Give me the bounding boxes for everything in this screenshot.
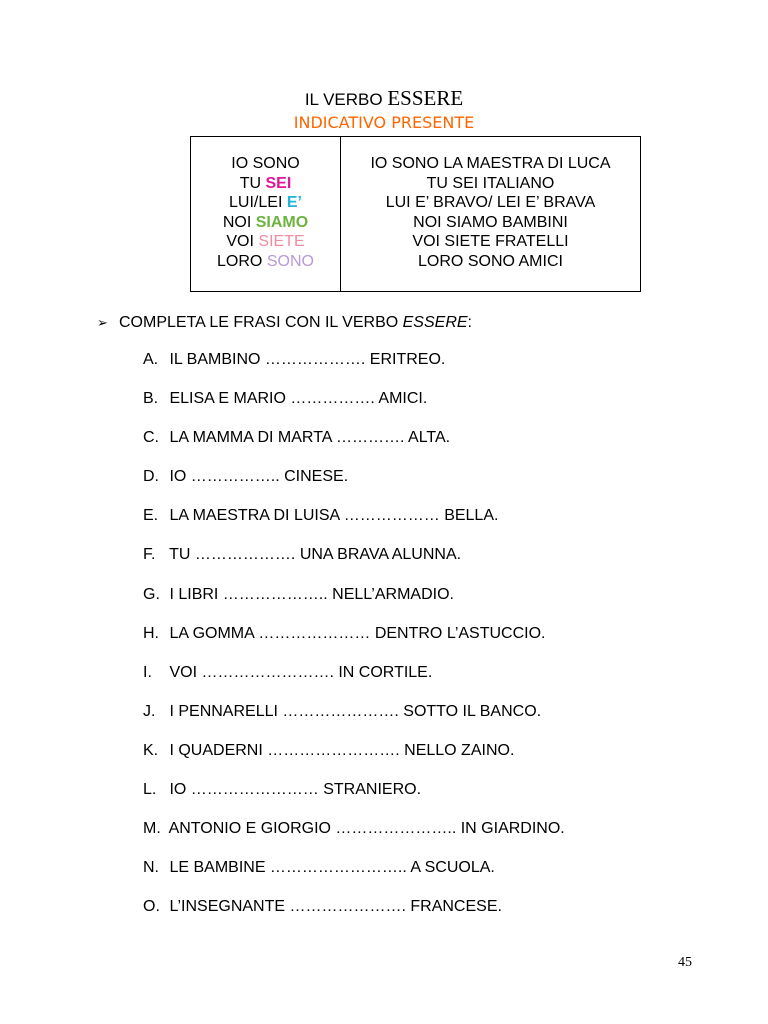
- exercise-item: [143, 426, 565, 465]
- pronoun: IO: [231, 155, 249, 172]
- exercise-item: [143, 895, 565, 934]
- verb-form: SONO: [252, 155, 300, 172]
- verb-form: SONO: [266, 252, 314, 270]
- verb-form: SIAMO: [255, 213, 309, 231]
- exercise-letter: J.: [143, 702, 156, 720]
- conjugation-row: [191, 174, 340, 194]
- exercise-text: LA MAMMA DI MARTA …………. ALTA.: [169, 429, 451, 447]
- exercise-text: IO …………….. CINESE.: [169, 468, 349, 486]
- exercise-letter: A.: [143, 351, 159, 368]
- exercise-text: I PENNARELLI …………………. SOTTO IL BANCO.: [169, 702, 542, 720]
- page-title: [0, 86, 768, 112]
- exercise-text: IO …………………… STRANIERO.: [169, 781, 422, 799]
- exercise-item: [143, 778, 565, 817]
- title-word: ESSERE: [387, 86, 464, 110]
- instruction-text: COMPLETA LE FRASI CON IL VERBO: [119, 314, 403, 331]
- exercise-item: [143, 622, 565, 661]
- example-sentence: NOI SIAMO BAMBINI: [413, 213, 568, 231]
- instruction-suffix: :: [467, 314, 472, 331]
- title-prefix: IL VERBO: [304, 90, 388, 109]
- conjugation-row: [191, 193, 340, 213]
- example-sentence: VOI SIETE FRATELLI: [412, 233, 569, 251]
- pronoun: NOI: [222, 213, 252, 231]
- exercise-text: ANTONIO E GIORGIO ………………….. IN GIARDINO.: [168, 820, 565, 838]
- exercise-letter: L.: [143, 781, 157, 799]
- example-column: [341, 137, 640, 291]
- example-sentence: TU SEI ITALIANO: [426, 174, 555, 192]
- exercise-letter: K.: [143, 741, 159, 759]
- exercise-text: LA GOMMA ………………… DENTRO L’ASTUCCIO.: [169, 624, 546, 642]
- exercise-item: [143, 465, 565, 504]
- exercise-item: [143, 661, 565, 700]
- exercise-text: VOI ……………………. IN CORTILE.: [169, 663, 433, 681]
- example-sentence: IO SONO LA MAESTRA DI LUCA: [370, 155, 611, 172]
- exercise-item: [143, 348, 565, 387]
- pronoun: LORO: [217, 252, 263, 270]
- page-number: 45: [678, 955, 692, 970]
- conjugation-row: [191, 252, 340, 272]
- arrow-bullet-icon: ➢: [97, 315, 108, 330]
- pronoun-column: [191, 137, 341, 291]
- pronoun: TU: [239, 174, 262, 192]
- exercise-text: I QUADERNI ……………………. NELLO ZAINO.: [169, 741, 515, 759]
- exercise-item: [143, 387, 565, 426]
- exercise-letter: D.: [143, 468, 159, 486]
- exercise-item: [143, 856, 565, 895]
- conjugation-row: [191, 154, 340, 174]
- verb-form: E’: [286, 194, 302, 212]
- exercise-letter: O.: [143, 898, 160, 916]
- verb-form: SEI: [265, 174, 292, 192]
- exercise-letter: B.: [143, 390, 159, 408]
- pronoun: VOI: [226, 233, 254, 251]
- exercise-item: [143, 543, 565, 582]
- exercise-letter: N.: [143, 859, 159, 877]
- exercise-text: LE BAMBINE …………………….. A SCUOLA.: [169, 859, 495, 877]
- exercise-letter: H.: [143, 624, 159, 642]
- exercise-list: [143, 348, 565, 934]
- verb-form: SIETE: [258, 233, 305, 251]
- exercise-letter: I.: [143, 663, 152, 681]
- exercise-item: [143, 583, 565, 622]
- conjugation-table: [190, 136, 641, 292]
- exercise-item: [143, 504, 565, 543]
- exercise-letter: E.: [143, 507, 159, 525]
- exercise-item: [143, 739, 565, 778]
- instruction-emphasis: ESSERE: [402, 314, 468, 331]
- exercise-letter: C.: [143, 429, 159, 447]
- subtitle: INDICATIVO PRESENTE: [293, 113, 475, 132]
- instruction: [97, 312, 472, 334]
- exercise-text: LA MAESTRA DI LUISA ……………… BELLA.: [169, 507, 499, 525]
- exercise-letter: G.: [143, 585, 160, 603]
- exercise-text: ELISA E MARIO ……………. AMICI.: [169, 390, 428, 408]
- exercise-text: TU ………………. UNA BRAVA ALUNNA.: [169, 546, 462, 564]
- conjugation-row: [191, 213, 340, 233]
- exercise-letter: F.: [143, 546, 156, 564]
- conjugation-row: [191, 232, 340, 252]
- exercise-item: [143, 817, 565, 856]
- exercise-letter: M.: [143, 820, 161, 838]
- exercise-text: I LIBRI ……………….. NELL’ARMADIO.: [169, 585, 454, 603]
- pronoun: LUI/LEI: [229, 194, 283, 212]
- example-sentence: LUI E’ BRAVO/ LEI E’ BRAVA: [385, 194, 596, 212]
- example-sentence: LORO SONO AMICI: [418, 252, 563, 270]
- exercise-text: L’INSEGNANTE …………………. FRANCESE.: [169, 898, 502, 916]
- exercise-item: [143, 700, 565, 739]
- exercise-text: IL BAMBINO ………………. ERITREO.: [169, 351, 446, 368]
